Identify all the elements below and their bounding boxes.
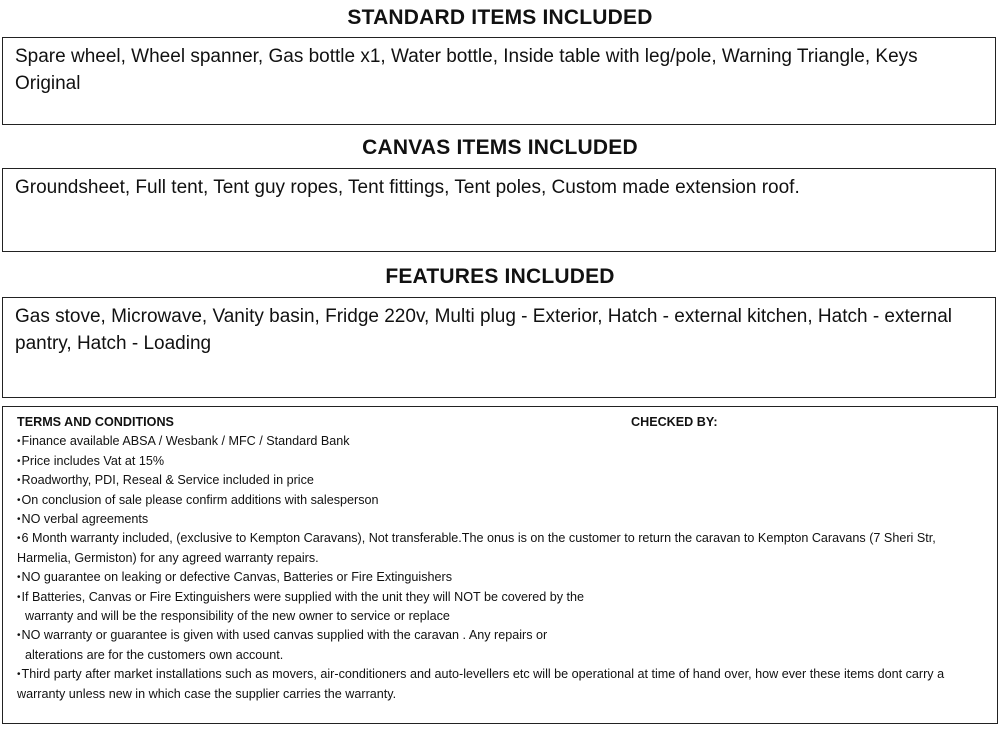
bullet-icon: •	[17, 630, 21, 642]
term-item: •Price includes Vat at 15%	[17, 453, 165, 468]
term-item: •NO verbal agreements	[17, 512, 149, 527]
terms-box	[2, 406, 998, 724]
bullet-icon: •	[17, 591, 21, 603]
term-item: •On conclusion of sale please confirm additions with salesperson	[17, 492, 379, 507]
canvas-items-heading: CANVAS ITEMS INCLUDED	[362, 136, 638, 159]
bullet-icon: •	[17, 514, 21, 526]
bullet-icon: •	[17, 572, 21, 584]
standard-items-box	[2, 37, 996, 125]
standard-items-text: Spare wheel, Wheel spanner, Gas bottle x1, Water bottle, Inside table with leg/pole, Warning Triangle, Keys Original	[15, 46, 918, 94]
bullet-icon: •	[17, 455, 21, 467]
term-item: •If Batteries, Canvas or Fire Extinguishers were supplied with the unit they will NOT be covered by the	[17, 589, 585, 604]
features-box	[2, 297, 996, 398]
term-item-continuation: alterations are for the customers own account.	[25, 647, 284, 662]
term-item: •Third party after market installations such as movers, air-conditioners and auto-levellers etc will be operational at time of hand over, how ever these items dont carry a warranty unless new in which case the supplier carries the warranty.	[17, 667, 945, 701]
term-item: •NO warranty or guarantee is given with used canvas supplied with the caravan . Any repairs or	[17, 628, 548, 643]
term-item: •Roadworthy, PDI, Reseal & Service included in price	[17, 473, 314, 488]
terms-title: TERMS AND CONDITIONS	[17, 415, 174, 429]
features-text: Gas stove, Microwave, Vanity basin, Fridge 220v, Multi plug - Exterior, Hatch - external kitchen, Hatch - external pantry, Hatch - Loading	[15, 306, 953, 354]
term-item: •NO guarantee on leaking or defective Canvas, Batteries or Fire Extinguishers	[17, 570, 453, 585]
bullet-icon: •	[17, 494, 21, 506]
bullet-icon: •	[17, 533, 21, 545]
standard-items-heading: STANDARD ITEMS INCLUDED	[347, 6, 653, 29]
canvas-items-text: Groundsheet, Full tent, Tent guy ropes, Tent fittings, Tent poles, Custom made extension roof.	[15, 177, 800, 198]
bullet-icon: •	[17, 669, 21, 681]
bullet-icon: •	[17, 436, 21, 448]
checked-by-label: CHECKED BY:	[631, 415, 718, 429]
canvas-items-box	[2, 168, 996, 252]
term-item-continuation: warranty and will be the responsibility of the new owner to service or replace	[25, 609, 450, 624]
features-heading: FEATURES INCLUDED	[385, 265, 615, 288]
term-item: •6 Month warranty included, (exclusive to Kempton Caravans), Not transferable.The onus is on the customer to return the caravan to Kempton Caravans (7 Sheri Str, Harmelia, Germiston) for any agreed warranty repairs.	[17, 531, 936, 565]
term-item: •Finance available ABSA / Wesbank / MFC / Standard Bank	[17, 434, 350, 449]
bullet-icon: •	[17, 475, 21, 487]
